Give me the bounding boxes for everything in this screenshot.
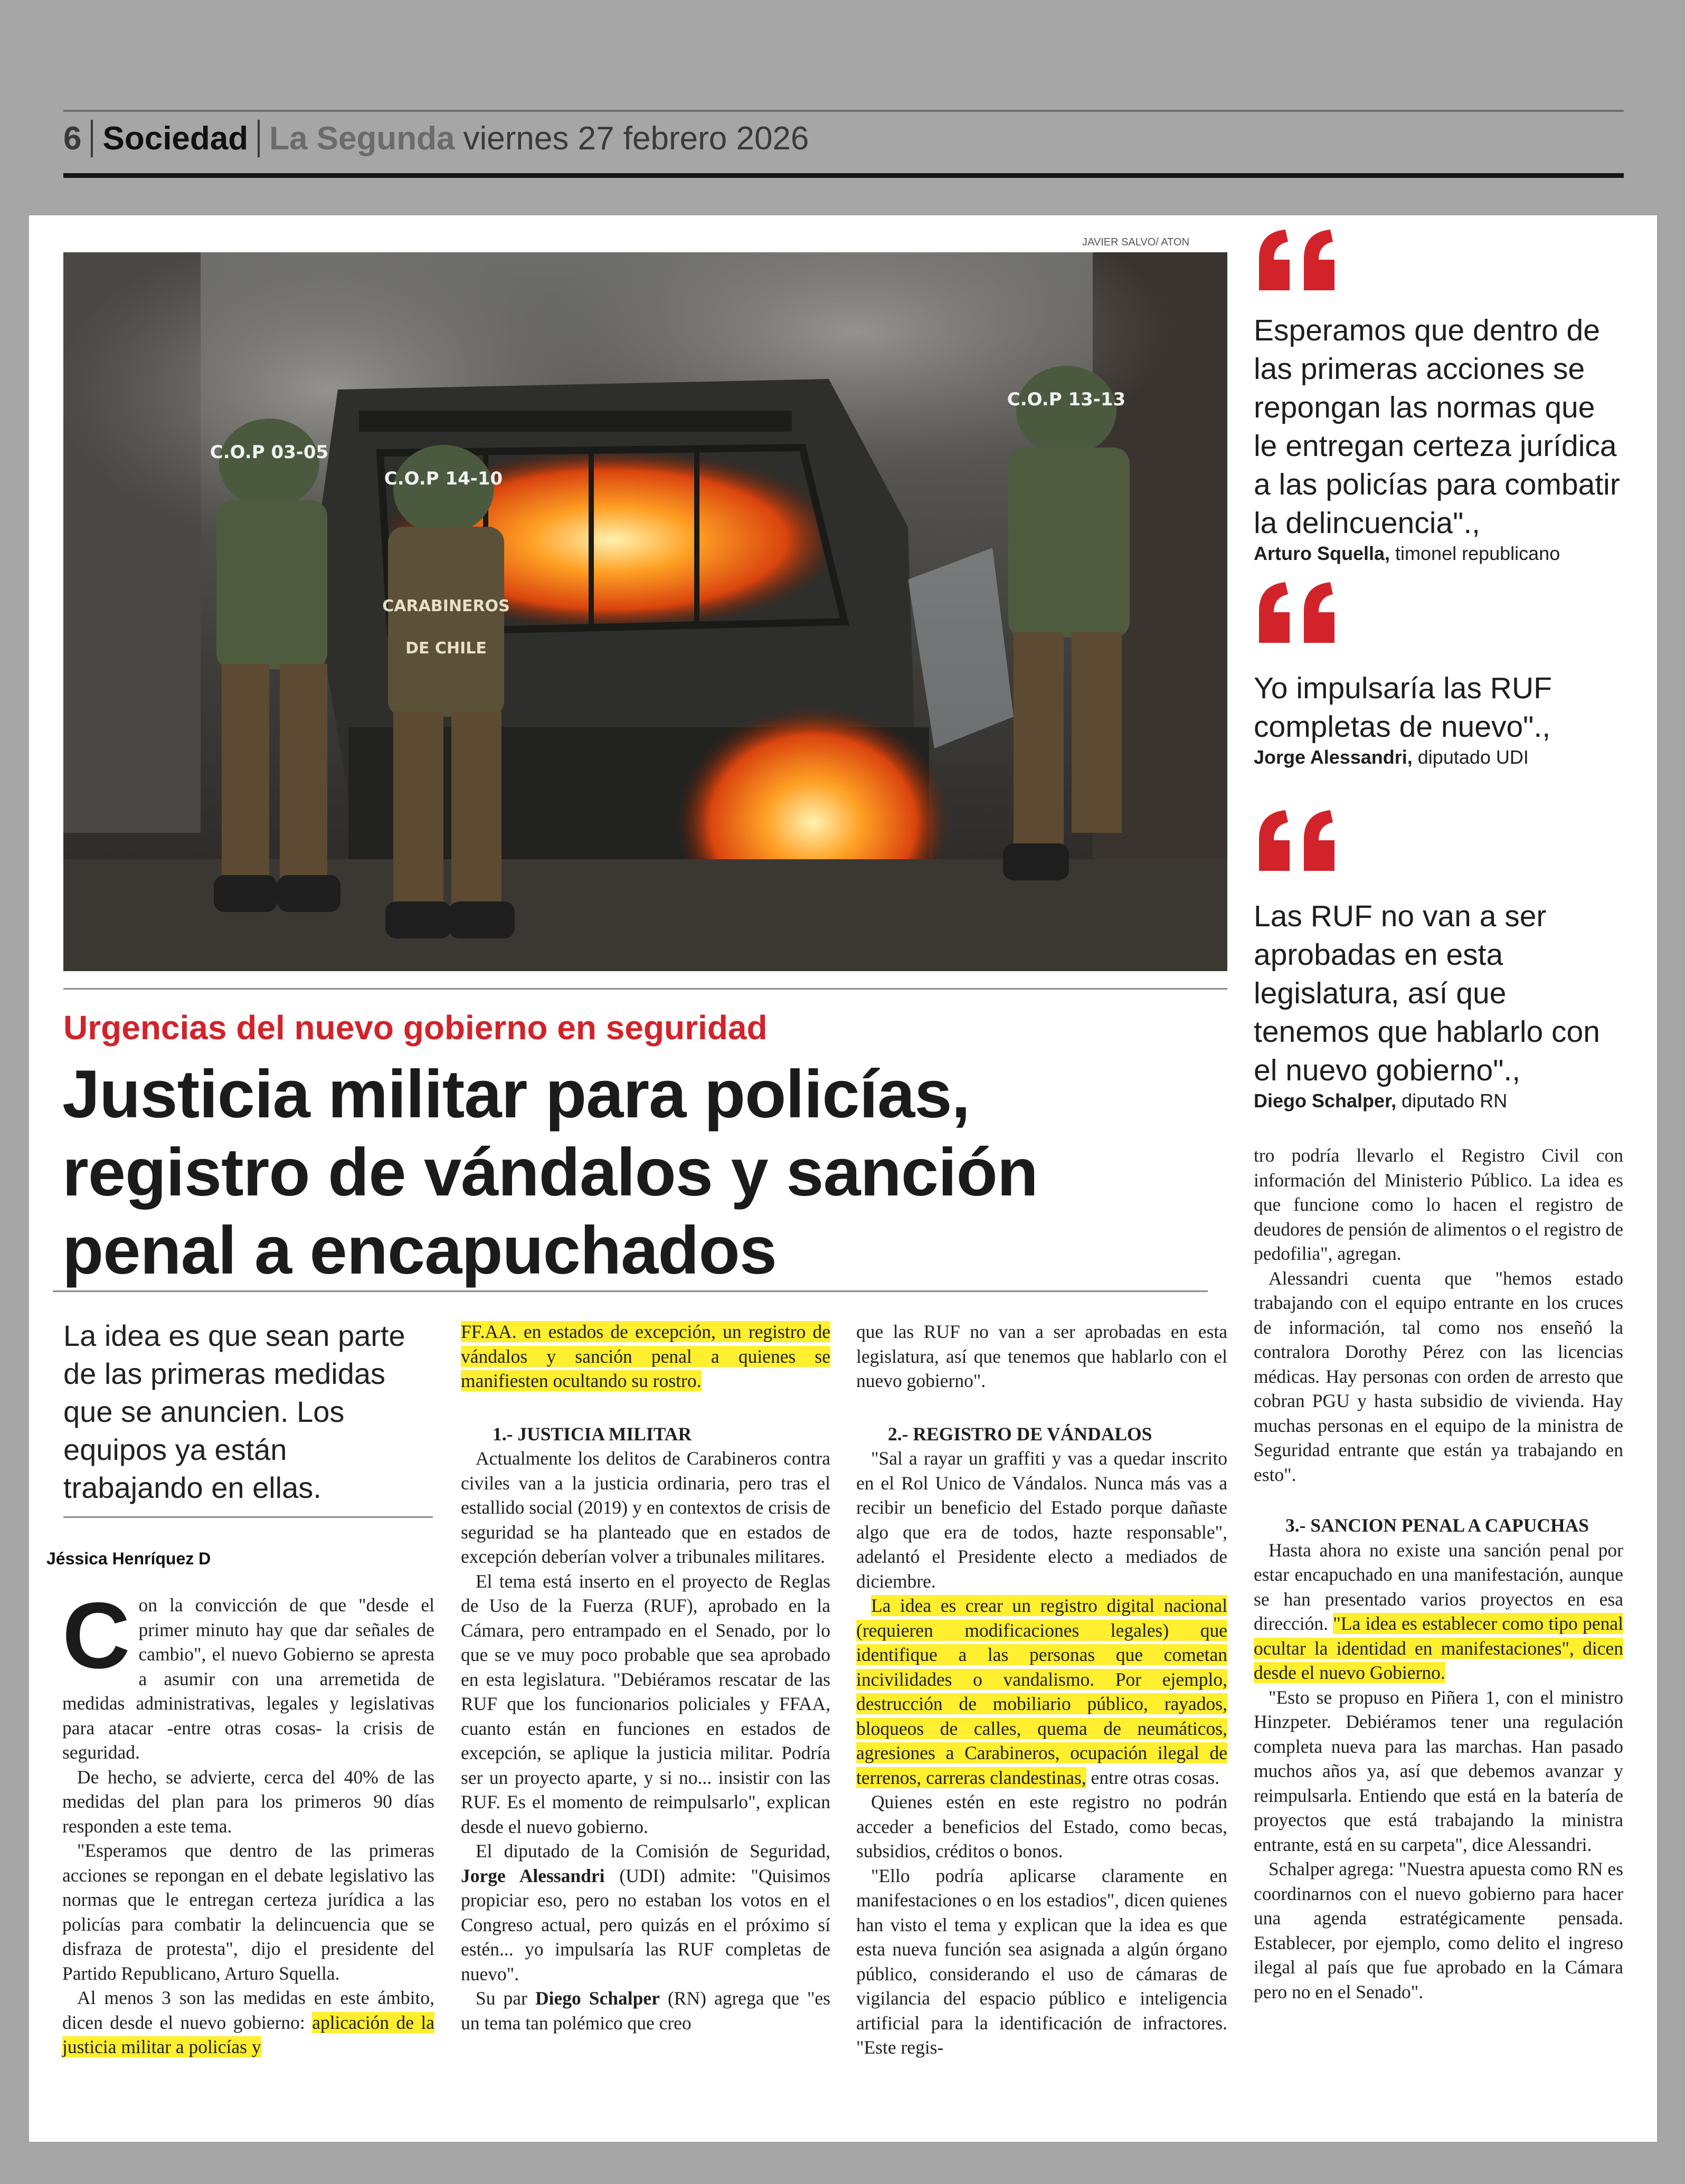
lead-rule [63, 1516, 433, 1518]
vest-text: DE CHILE [405, 639, 487, 658]
header-top-rule [63, 110, 1624, 112]
lead-paragraph: La idea es que sean parte de las primeras medidas que se anuncien. Los equipos ya están trabajando en ellas. [63, 1319, 405, 1504]
paragraph: Al menos 3 son las medidas en este ámbito, dicen desde el nuevo gobierno: aplicación de la justicia militar a policías y [62, 1987, 434, 2057]
article-column-4 [1254, 1143, 1623, 2004]
paragraph: Actualmente los delitos de Carabineros contra civiles van a la justicia ordinaria, pero tras el estallido social (2019) y en contextos de crisis de seguridad se ha planteado que en estados de excepción deberían volver a tribunales militares. [461, 1448, 830, 1567]
byline: Jéssica Henríquez D [46, 1549, 211, 1568]
quote-mark-icon [1254, 227, 1343, 296]
masthead [63, 117, 809, 159]
quote-text: Yo impulsaría las RUF completas de nuevo"., [1254, 671, 1552, 744]
paragraph: Con la convicción de que "desde el primer minuto hay que dar señales de cambio", el nuevo Gobierno se apresta a asumir con una arremetida de medidas administrativas, legales y legislativas para atacar -entre otras cosas- la crisis de seguridad. [62, 1583, 434, 1763]
quote-text: Esperamos que dentro de las primeras acciones se repongan las normas que le entregan certeza jurídica a las policías para combatir la delincuencia"., [1254, 314, 1620, 540]
headline-rule [53, 1290, 1208, 1292]
paragraph: Hasta ahora no existe una sanción penal por estar encapuchado en una manifestación, aunque se han presentado varios proyectos en esa dirección. "La idea es establecer como tipo penal ocultar la identidad en manifestaciones", dicen desde el nuevo Gobierno. [1254, 1539, 1623, 1683]
photo-credit: JAVIER SALVO/ ATON [1082, 236, 1190, 248]
paragraph: que las RUF no van a ser aprobadas en esta legislatura, así que tenemos que hablarlo con el nuevo gobierno". [856, 1321, 1227, 1391]
pull-quote-1 [1254, 227, 1623, 565]
quote-role: timonel republicano [1390, 543, 1560, 564]
section-name: Sociedad [93, 120, 260, 157]
subheading: 2.- REGISTRO DE VÁNDALOS [888, 1423, 1152, 1445]
quote-author: Arturo Squella, [1254, 543, 1390, 564]
quote-attribution [1254, 543, 1623, 565]
quote-role: diputado UDI [1412, 746, 1529, 768]
paragraph: "Esto se propuso en Piñera 1, con el ministro Hinzpeter. Debiéramos tener una regulación completa nueva para las marchas. Han pasado muchos años ya, así que debemos avanzar y reimpulsarla. Entiendo que está en la batería de proyectos que está trabajando la ministra entrante, está en su carpeta", dice Alessandri. [1254, 1686, 1623, 1855]
kicker: Urgencias del nuevo gobierno en seguridad [63, 1009, 768, 1047]
riot-scene-illustration [63, 252, 1227, 971]
paragraph: Schalper agrega: "Nuestra apuesta como RN es coordinarnos con el nuevo gobierno para hacer una agenda estratégicamente pensada. Establecer, por ejemplo, como delito el ingreso ilegal al país que fue aprobado en la Cámara pero no en el Senado". [1254, 1858, 1623, 2002]
quote-text: Las RUF no van a ser aprobadas en esta legislatura, así que tenemos que hablarlo con el nuevo gobierno"., [1254, 899, 1600, 1087]
paragraph: tro podría llevarlo el Registro Civil con información del Ministerio Público. La idea es que funcione como lo hacen el registro de deudores de pensión de alimentos o el registro de pedofilia", agregan. [1254, 1145, 1623, 1264]
quote-attribution [1254, 1090, 1623, 1112]
paragraph [461, 1319, 830, 1393]
paragraph: El diputado de la Comisión de Seguridad, Jorge Alessandri (UDI) admite: "Quisimos propiciar eso, pero no estaban los votos en el Congreso actual, pero quizás en el próximo sí estén... yo impulsaría las RUF completas de nuevo". [461, 1840, 830, 1984]
headline: Justicia militar para policías, registro de vándalos y sanción penal a encapuchados [62, 1057, 1038, 1288]
highlighted-text: aplicación de la justicia militar a policías y [62, 2011, 434, 2057]
pull-quote-2 [1254, 580, 1623, 768]
article-column-1 [62, 1583, 434, 2059]
quote-author: Diego Schalper, [1254, 1090, 1397, 1112]
highlighted-text: La idea es crear un registro digital nacional (requieren modificaciones legales) que identifique a las personas que cometan incivilidades o vandalismo. Por ejemplo, destrucción de mobiliario público, rayados, bloqueos de calles, quema de neumáticos, agresiones a Carabineros, ocupación ilegal de terrenos, carreras clandestinas, [856, 1595, 1227, 1788]
quote-mark-icon [1254, 580, 1343, 648]
article-column-3 [856, 1319, 1227, 2060]
badge-text: C.O.P 13-13 [1007, 389, 1126, 410]
quote-role: diputado RN [1396, 1090, 1508, 1112]
quote-attribution [1254, 746, 1623, 768]
header-bottom-rule [63, 173, 1624, 178]
article-photo [63, 252, 1227, 971]
paragraph: Su par Diego Schalper (RN) agrega que "es un tema tan polémico que creo [461, 1988, 831, 2034]
highlighted-text: FF.AA. en estados de excepción, un registro de vándalos y sanción penal a quienes se manifiesten ocultando su rostro. [461, 1321, 830, 1391]
quote-author: Jorge Alessandri, [1254, 746, 1413, 768]
issue-date: viernes 27 febrero 2026 [463, 120, 809, 157]
highlighted-text: "La idea es establecer como tipo penal ocultar la identidad en manifestaciones", dicen desde el nuevo Gobierno. [1254, 1613, 1623, 1683]
subheading: 1.- JUSTICIA MILITAR [493, 1423, 692, 1445]
paragraph: Quienes estén en este registro no podrán acceder a beneficios del Estado, como becas, subsidios, créditos o bonos. [856, 1791, 1227, 1862]
paragraph: "Esperamos que dentro de las primeras acciones se repongan en el debate legislativo las normas que le entregan certeza jurídica a las policías para combatir la delincuencia que se disfraza de protesta", dijo el presidente del Partido Republicano, Arturo Squella. [62, 1840, 434, 1984]
pull-quote-3 [1254, 808, 1623, 1112]
paragraph: Alessandri cuenta que "hemos estado trabajando con el equipo entrante en los cruces de información, tal como nos enseñó la contralora Dorothy Pérez con las licencias médicas. Hay personas con orden de arresto que cobran PGU y hasta subsidio de vivienda. Hay muchas personas en el equipo de la ministra de Seguridad entrante que están ya trabajando en esto". [1254, 1267, 1623, 1485]
subheading: 3.- SANCION PENAL A CAPUCHAS [1285, 1515, 1589, 1536]
article-column-2 [461, 1319, 830, 2035]
paragraph: El tema está inserto en el proyecto de Reglas de Uso de la Fuerza (RUF), aprobado en la Cámara, pero entrampado en el Senado, por lo que se ve muy poco probable que sea aprobado en esta legislatura. "Debiéramos rescatar de las RUF que los funcionarios policiales y FFAA, cuanto están en funciones en estados de excepción, se aplique la justicia militar. Podría ser un proyecto aparte, y si no... insistir con las RUF. Es el momento de reimpulsarlo", explican desde el nuevo gobierno. [461, 1570, 830, 1837]
badge-text: C.O.P 03-05 [210, 442, 329, 463]
badge-text: C.O.P 14-10 [384, 468, 503, 489]
paragraph: "Sal a rayar un graffiti y vas a quedar inscrito en el Rol Unico de Vándalos. Nunca más vas a recibir un beneficio del Estado porque dañaste algo que era de todos, hazte responsable", adelantó el Presidente electo a mediados de diciembre. [856, 1448, 1227, 1592]
person-name: Jorge Alessandri [461, 1865, 605, 1886]
paragraph: La idea es crear un registro digital nacional (requieren modificaciones legales) que identifique a las personas que cometan incivilidades o vandalismo. Por ejemplo, destrucción de mobiliario público, rayados, bloqueos de calles, quema de neumáticos, agresiones a Carabineros, ocupación ilegal de terrenos, carreras clandestinas, entre otras cosas. [856, 1595, 1227, 1788]
publication-name: La Segunda [269, 120, 455, 157]
quote-mark-icon [1254, 808, 1343, 876]
vest-text: CARABINEROS [382, 597, 510, 615]
paragraph: "Ello podría aplicarse claramente en manifestaciones o en los estadios", dicen quienes han visto el tema y explican que la idea es que esta nueva función sea asignada a algún órgano público, considerando el uso de cámaras de vigilancia del espacio público e inteligencia artificial para la identificación de infractores. "Este regis- [856, 1865, 1227, 2058]
page-number: 6 [63, 120, 93, 157]
paragraph: De hecho, se advierte, cerca del 40% de las medidas del plan para los primeros 90 días responden a este tema. [62, 1766, 434, 1837]
photo-rule [63, 988, 1227, 990]
person-name: Diego Schalper [535, 1988, 660, 2009]
drop-cap: C [62, 1583, 130, 1688]
